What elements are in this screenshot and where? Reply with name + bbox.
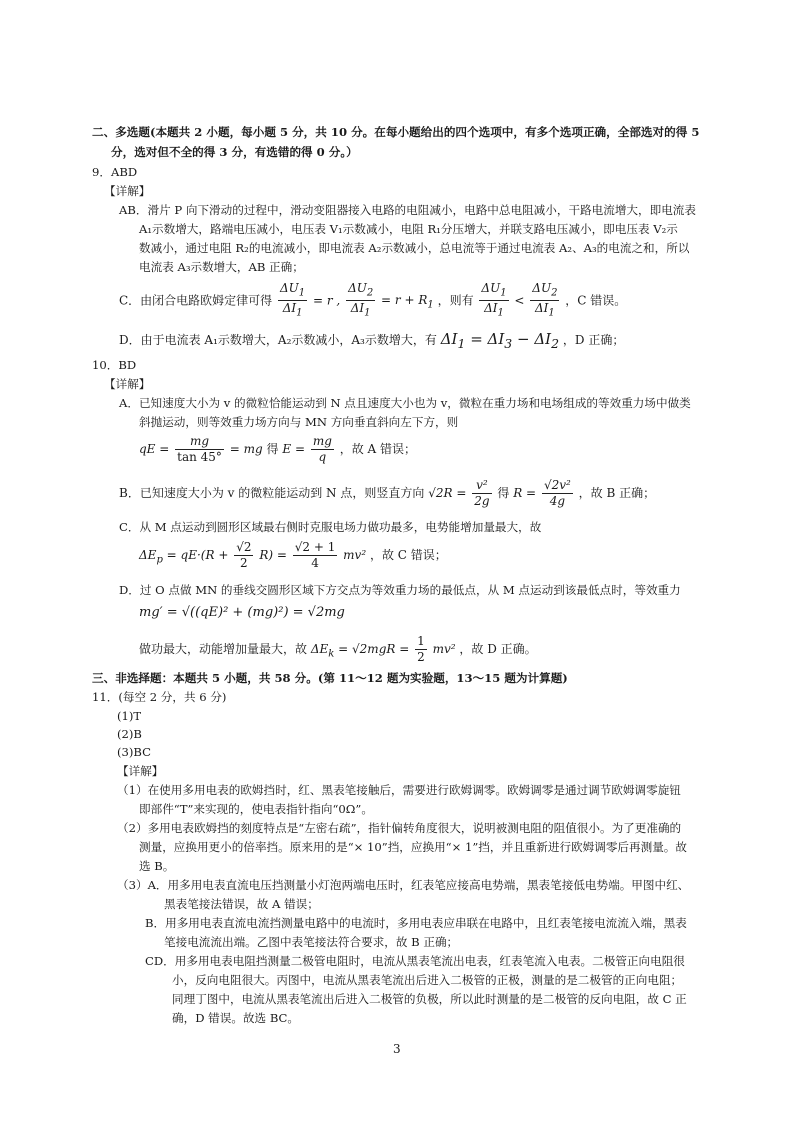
q9-d-equation: D．由于电流表 A₁示数增大，A₂示数减小，A₃示数增大，有 $\Delta I_1 = \Delta I_3 - \Delta I_2$ ，D 正确； [119, 330, 625, 351]
q10-a-de: 得 [266, 442, 279, 456]
q10-a-post: ，故 A 错误； [339, 442, 417, 456]
page-number: 3 [393, 1042, 401, 1056]
q11-p3-line4: 笔接电流流出端。乙图中表笔接法符合要求，故 B 正确； [164, 935, 459, 949]
q11-p3-line2: 黑表笔接法错误，故 A 错误； [164, 897, 319, 911]
q9-d-text: D．由于电流表 A₁示数增大，A₂示数减小，A₃示数增大，有 [119, 333, 437, 347]
q11-p1-line1: （1）在使用多用电表的欧姆挡时，红、黑表笔接触后，需要进行欧姆调零。欧姆调零是通过调节欧姆调零旋钮 [117, 783, 681, 797]
q10-detail-label: 【详解】 [104, 377, 151, 391]
section2-header-line2: 分，选对但不全的得 3 分，有选错的得 0 分。） [111, 145, 358, 159]
q11-p3-line5: CD．用多用电表电阻挡测量二极管电阻时，电流从黑表笔流出电表，红表笔流入电表。二极管正向电阻很 [145, 954, 685, 968]
q10-b-text: B．已知速度大小为 v 的微粒能运动到 N 点，则竖直方向 [119, 486, 425, 500]
q10-b-equation: B．已知速度大小为 v 的微粒能运动到 N 点，则竖直方向 √2R = $\frac{\text{v²}}{2g}$ 得 R = $\frac{\text{√2v²}}{4g}$ ，故 B 正确； [119, 478, 656, 508]
q10-b-de: 得 [497, 486, 510, 500]
q11-p2-line3: 选 B。 [139, 859, 175, 873]
q11-answer1: (1)T [117, 709, 142, 723]
q10-c-line1: C．从 M 点运动到圆形区域最右侧时克服电场力做功最多，电势能增加量最大，故 [119, 520, 542, 534]
q11-detail-label: 【详解】 [117, 764, 164, 778]
q11-p3-line6: 小，反向电阻很大。丙图中，电流从黑表笔流出后进入二极管的正极，测量的是二极管的正向电阻； [172, 973, 683, 987]
q10-d-result: 做功最大，动能增加量最大，故 $\Delta E_k = √2mgR$ = $\frac{1}{2}$ mv² ，故 D 正确。 [139, 634, 537, 664]
q10-d3-post: ，故 D 正确。 [459, 642, 537, 656]
q10-answer: 10．BD [92, 358, 137, 372]
q9-c-mid: ，则有 [437, 293, 474, 308]
q9-d-post: ，D 正确； [562, 333, 625, 347]
q10-d3-text: 做功最大，动能增加量最大，故 [139, 642, 308, 656]
q11-answer3: (3)BC [117, 745, 152, 759]
q11-p3-line7: 同理丁图中，电流从黑表笔流出后进入二极管的负极，所以此时测量的是二极管的反向电阻，故 C 正 [172, 992, 687, 1006]
q10-a-equation: qE = $\frac{mg}{\tan 45^\circ}$ = mg 得 E = $\frac{mg}{q}$ ，故 A 错误； [139, 434, 417, 464]
q9-answer: 9．ABD [92, 165, 138, 179]
q9-ab-line2: A₁示数增大，路端电压减小，电压表 V₁示数减小，电阻 R₁分压增大，并联支路电压减小，即电压表 V₂示 [139, 222, 678, 236]
q11-p2-line2: 测量，应换用更小的倍率挡。原来用的是“× 10”挡，应换用“× 1”挡，并且重新进行欧姆调零后再测量。故 [139, 840, 687, 854]
q11-p3-line1: （3）A．用多用电表直流电压挡测量小灯泡两端电压时，红表笔应接高电势端，黑表笔接低电势端。甲图中红、 [117, 878, 690, 892]
q10-b-post: ，故 B 正确； [578, 486, 656, 500]
q9-c-equation: C．由闭合电路欧姆定律可得 $\frac{\Delta U_1}{\Delta I_1}$ = r , $\frac{\Delta U_2}{\Delta I_1}$ = $r + R_1$ ，则有 $\frac{\Delta U_1}{\Delta I_1}$ < $\frac{\Delta U_2}{\Delta I_1}$ ，C 错误。 [119, 281, 627, 319]
q10-d-equation: mg′ = √((qE)² + (mg)²) = √2mg [139, 605, 345, 620]
q11-head: 11．(每空 2 分，共 6 分) [92, 690, 227, 704]
section2-header-line1: 二、多选题(本题共 2 小题，每小题 5 分，共 10 分。在每小题给出的四个选项中，有多个选项正确，全部选对的得 5 [92, 125, 700, 139]
q11-answer2: (2)B [117, 727, 142, 741]
q10-d-line1: D．过 O 点做 MN 的垂线交圆形区域下方交点为等效重力场的最低点，从 M 点运动到该最低点时，等效重力 [119, 583, 681, 597]
q9-ab-line3: 数减小，通过电阻 R₂的电流减小，即电流表 A₂示数减小，总电流等于通过电流表 A₂、A₃的电流之和，所以 [139, 241, 690, 255]
q11-p3-line3: B．用多用电表直流电流挡测量电路中的电流时，多用电表应串联在电路中，且红表笔接电流流入端，黑表 [145, 916, 687, 930]
q10-c-equation: $\Delta E_p = qE\cdot(R$ + $\frac{√2}{2}$ R) = $\frac{√2 + 1}{4}$ mv² ，故 C 错误； [139, 540, 447, 570]
q9-c-post: ，C 错误。 [565, 293, 627, 308]
q9-detail-label: 【详解】 [104, 184, 151, 198]
q11-p1-line2: 即部件“T”来实现的，使电表指针指向“0Ω”。 [139, 802, 373, 816]
q11-p2-line1: （2）多用电表欧姆挡的刻度特点是“左密右疏”，指针偏转角度很大，说明被测电阻的阻值很小。为了更准确的 [117, 821, 682, 835]
q10-a-line2: 斜抛运动，则等效重力场方向与 MN 方向垂直斜向左下方，则 [139, 415, 459, 429]
q9-ab-line1: AB．滑片 P 向下滑动的过程中，滑动变阻器接入电路的电阻减小，电路中总电阻减小，干路电流增大，即电流表 [119, 203, 696, 217]
q10-a-line1: A．已知速度大小为 v 的微粒恰能运动到 N 点且速度大小也为 v，微粒在重力场和电场组成的等效重力场中做类 [119, 396, 691, 410]
q11-p3-line8: 确，D 错误。故选 BC。 [172, 1011, 300, 1025]
section3-header: 三、非选择题：本题共 5 小题，共 58 分。(第 11～12 题为实验题，13～15 题为计算题) [92, 671, 568, 685]
q9-c-text: C．由闭合电路欧姆定律可得 [119, 293, 273, 308]
q9-ab-line4: 电流表 A₃示数增大，AB 正确； [139, 260, 304, 274]
q10-c-post: ，故 C 错误； [369, 548, 447, 562]
